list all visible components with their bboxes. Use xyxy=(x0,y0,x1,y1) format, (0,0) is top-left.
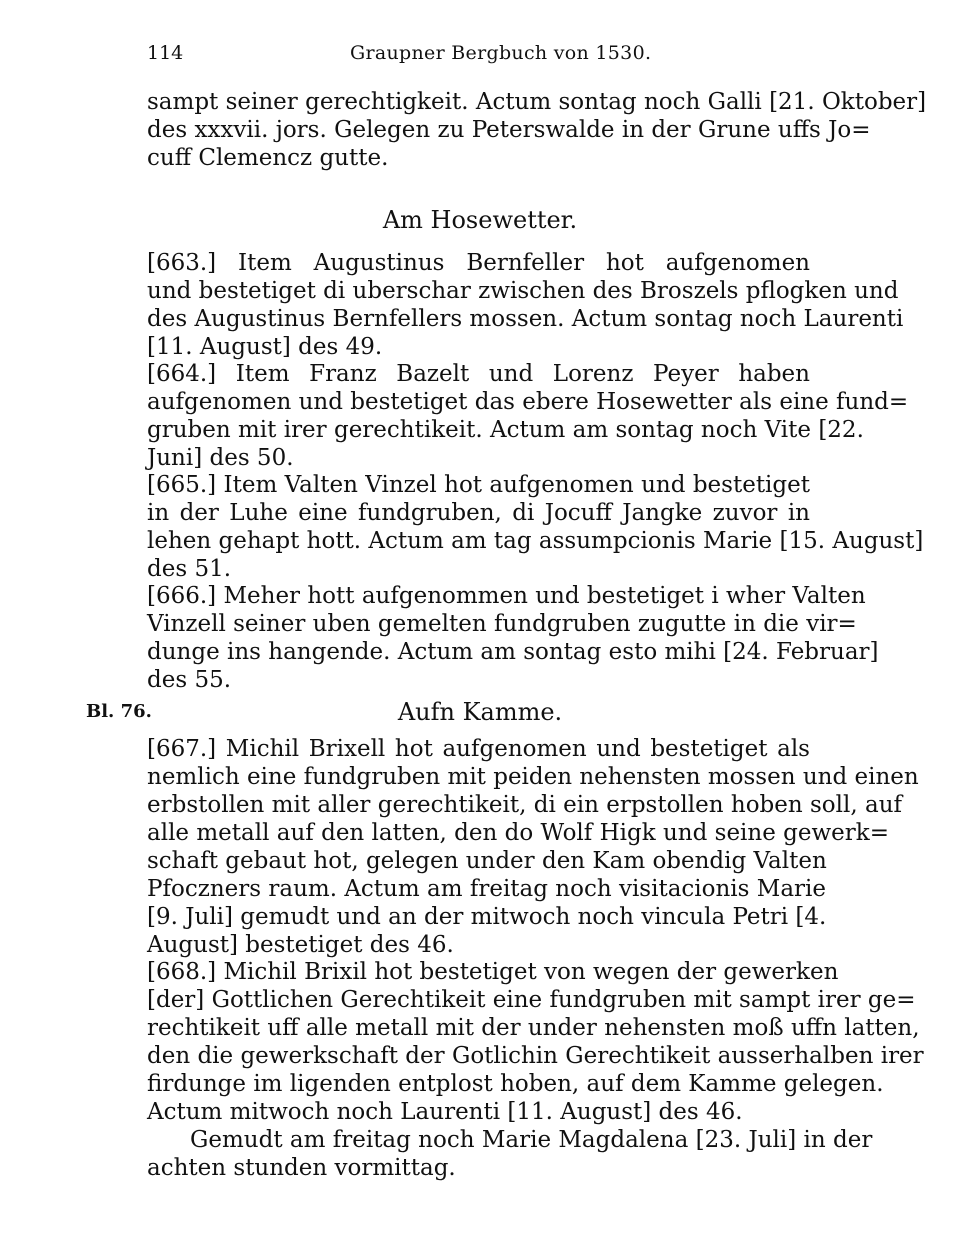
text-line: den die gewerkschaft der Gotlichin Gerechtikeit ausserhalben irer xyxy=(147,1043,924,1069)
text-line: Vinzell seiner uben gemelten fundgruben zugutte in die vir= xyxy=(147,611,857,637)
text-line: rechtikeit uff alle metall mit der under nehensten moß uffn latten, xyxy=(147,1015,920,1041)
text-line: in der Luhe eine fundgruben, di Jocuff Jangke zuvor in xyxy=(147,500,810,526)
text-line: dunge ins hangende. Actum am sontag esto mihi [24. Februar] xyxy=(147,639,879,665)
running-title: Graupner Bergbuch von 1530. xyxy=(350,42,652,64)
text-line: Juni] des 50. xyxy=(147,445,294,471)
text-line: [664.] Item Franz Bazelt und Lorenz Peyer haben xyxy=(147,361,810,387)
text-line: des 51. xyxy=(147,556,232,582)
margin-folio-note: Bl. 76. xyxy=(86,701,152,722)
text-line: [9. Juli] gemudt und an der mitwoch noch vincula Petri [4. xyxy=(147,904,827,930)
text-line: des 55. xyxy=(147,667,232,693)
text-line: alle metall auf den latten, den do Wolf Higk und seine gewerk= xyxy=(147,820,889,846)
text-line: nemlich eine fundgruben mit peiden nehensten mossen und einen xyxy=(147,764,919,790)
text-line: Gemudt am freitag noch Marie Magdalena [23. Juli] in der xyxy=(190,1127,873,1153)
text-line: erbstollen mit aller gerechtikeit, di ein erpstollen hoben soll, auf xyxy=(147,792,903,818)
text-line: [667.] Michil Brixell hot aufgenomen und bestetiget als xyxy=(147,736,810,762)
text-line: [666.] Meher hott aufgenommen und bestetiget i wher Valten xyxy=(147,583,866,609)
text-line: Pfoczners raum. Actum am freitag noch visitacionis Marie xyxy=(147,876,827,902)
text-line: achten stunden vormittag. xyxy=(147,1155,456,1181)
text-line: firdunge im ligenden entplost hoben, auf dem Kamme gelegen. xyxy=(147,1071,884,1097)
page-number: 114 xyxy=(147,42,184,64)
text-line: [663.] Item Augustinus Bernfeller hot aufgenomen xyxy=(147,250,810,276)
text-line: und bestetiget di uberschar zwischen des Broszels pflogken und xyxy=(147,278,899,304)
text-line: [665.] Item Valten Vinzel hot aufgenomen und bestetiget xyxy=(147,472,810,498)
section-heading-kamme: Aufn Kamme. xyxy=(397,698,563,726)
text-line: [der] Gottlichen Gerechtikeit eine fundgruben mit sampt irer ge= xyxy=(147,987,916,1013)
text-line: des Augustinus Bernfellers mossen. Actum sontag noch Laurenti xyxy=(147,306,904,332)
text-line: cuff Clemencz gutte. xyxy=(147,145,389,171)
text-line: [668.] Michil Brixil hot bestetiget von wegen der gewerken xyxy=(147,959,839,985)
text-line: aufgenomen und bestetiget das ebere Hosewetter als eine fund= xyxy=(147,389,909,415)
text-line: sampt seiner gerechtigkeit. Actum sontag noch Galli [21. Oktober] xyxy=(147,89,927,115)
text-line: gruben mit irer gerechtikeit. Actum am sontag noch Vite [22. xyxy=(147,417,864,443)
section-heading-hosewetter: Am Hosewetter. xyxy=(382,206,578,234)
text-line: August] bestetiget des 46. xyxy=(147,932,454,958)
text-line: des xxxvii. jors. Gelegen zu Peterswalde in der Grune uffs Jo= xyxy=(147,117,871,143)
text-line: [11. August] des 49. xyxy=(147,334,383,360)
text-line: lehen gehapt hott. Actum am tag assumpcionis Marie [15. August] xyxy=(147,528,924,554)
text-line: schaft gebaut hot, gelegen under den Kam obendig Valten xyxy=(147,848,827,874)
text-line: Actum mitwoch noch Laurenti [11. August] des 46. xyxy=(147,1099,743,1125)
